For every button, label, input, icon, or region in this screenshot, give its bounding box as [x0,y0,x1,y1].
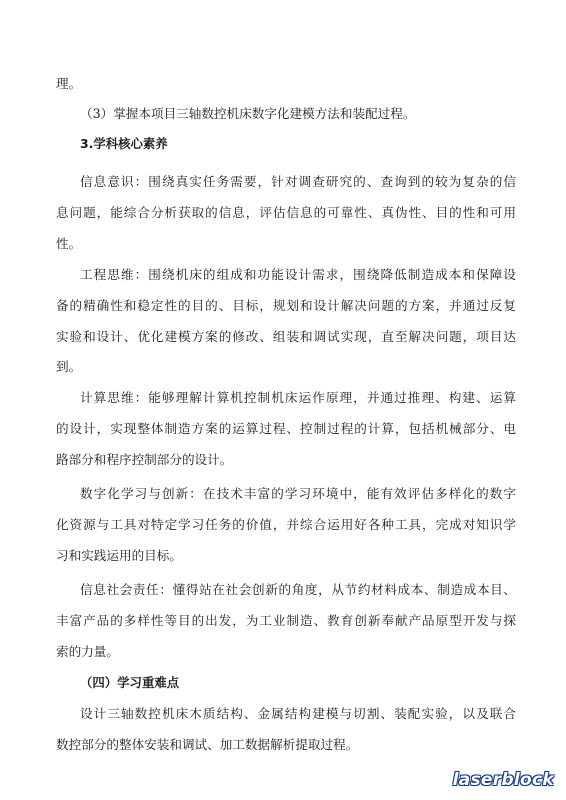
paragraph-engineering-thinking: 工程思维：围绕机床的组成和功能设计需求，围绕降低制造成本和保障设 [80,267,516,282]
text-line: 性。 [56,236,82,251]
text-line: 路部分和程序控制部分的设计。 [56,452,233,467]
paragraph-social-responsibility: 信息社会责任：懂得站在社会创新的角度，从节约材料成本、制造成本目、 [80,582,516,597]
text-line: 的设计，实现整体制造方案的运算过程、控制过程的计算，包括机械部分、电 [56,421,516,436]
text-line: 理。 [56,76,82,91]
text-line: 数控部分的整体安装和调试、加工数据解析提取过程。 [56,737,359,752]
text-line: 索的力量。 [56,644,119,659]
text-line: 丰富产品的多样性等目的出发，为工业制造、教育创新奉献产品原型开发与探 [56,613,516,628]
text-line: 化资源与工具对特定学习任务的价值，并综合运用好各种工具，完成对知识学 [56,517,516,532]
paragraph-information-awareness: 信息意识：围绕真实任务需要，针对调查研究的、查询到的较为复杂的信 [80,174,516,189]
watermark-logo: laserblock [452,770,554,790]
paragraph-key-difficulties: 设计三轴数控机床木质结构、金属结构建模与切割、装配实验，以及联合 [80,706,516,721]
paragraph-computational-thinking: 计算思维：能够理解计算机控制机床运作原理，并通过推理、构建、运算 [80,390,516,405]
text-line: 到。 [56,359,82,374]
paragraph-digital-learning: 数字化学习与创新：在技术丰富的学习环境中，能有效评估多样化的数字 [80,486,516,501]
text-line: 备的精确性和稳定性的目的、目标，规划和设计解决问题的方案，并通过反复 [56,298,516,313]
list-item-3: （3）掌握本项目三轴数控机床数字化建模方法和装配过程。 [80,106,416,121]
section-heading-key-difficulties: （四）学习重难点 [80,675,180,690]
section-heading-core-literacy: 3.学科核心素养 [80,136,168,151]
text-line: 习和实践运用的目标。 [56,548,182,563]
text-line: 实验和设计、优化建模方案的修改、组装和调试实现，直至解决问题，项目达 [56,329,516,344]
text-line: 息问题，能综合分析获取的信息，评估信息的可靠性、真伪性、目的性和可用 [56,205,516,220]
